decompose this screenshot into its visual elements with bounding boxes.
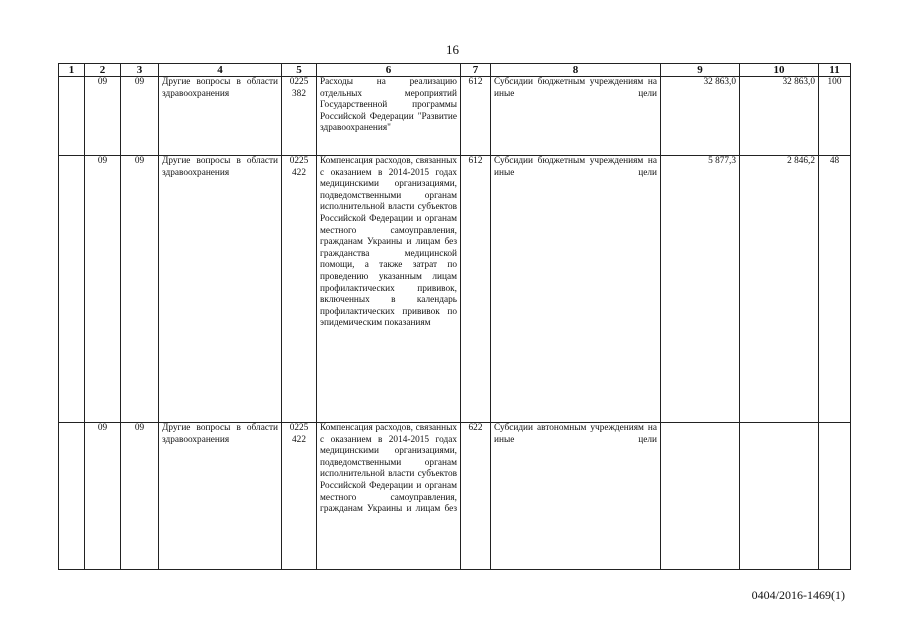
cell-target-code: 0225 422 — [282, 423, 317, 570]
cell-percent: 100 — [819, 77, 851, 156]
cell-section: 09 — [85, 156, 121, 423]
cell-section: 09 — [85, 423, 121, 570]
cell-actual-amount — [740, 423, 819, 570]
cell-subsection: 09 — [121, 156, 159, 423]
column-header-4: 4 — [159, 64, 282, 77]
column-header-11: 11 — [819, 64, 851, 77]
cell-planned-amount — [661, 423, 740, 570]
column-header-8: 8 — [491, 64, 661, 77]
page-number: 16 — [446, 42, 459, 57]
cell-target-code: 0225 382 — [282, 77, 317, 156]
cell-percent — [819, 423, 851, 570]
cell-col1 — [59, 77, 85, 156]
cell-target-name: Компенсация расходов, связанных с оказанием в 2014-2015 годах медицинскими организациями, подведомственными органам исполнительной власти субъектов Российской Федерации и органам местного самоуправления, гражданам Украины и лицам без — [317, 423, 461, 570]
cell-section-name: Другие вопросы в области здравоохранения — [159, 77, 282, 156]
column-header-6: 6 — [317, 64, 461, 77]
cell-col1 — [59, 423, 85, 570]
cell-expense-name: Субсидии бюджетным учреждениям на иные цели — [491, 77, 661, 156]
cell-actual-amount: 2 846,2 — [740, 156, 819, 423]
document-code: 0404/2016-1469(1) — [751, 588, 845, 602]
table-header-row — [59, 64, 851, 77]
cell-expense-name: Субсидии автономным учреждениям на иные цели — [491, 423, 661, 570]
budget-table — [58, 63, 851, 570]
cell-section-name: Другие вопросы в области здравоохранения — [159, 156, 282, 423]
column-header-7: 7 — [461, 64, 491, 77]
column-header-3: 3 — [121, 64, 159, 77]
cell-expense-type: 612 — [461, 77, 491, 156]
column-header-9: 9 — [661, 64, 740, 77]
table-row — [59, 423, 851, 570]
cell-subsection: 09 — [121, 423, 159, 570]
cell-planned-amount: 5 877,3 — [661, 156, 740, 423]
cell-section-name: Другие вопросы в области здравоохранения — [159, 423, 282, 570]
cell-percent: 48 — [819, 156, 851, 423]
cell-expense-type: 612 — [461, 156, 491, 423]
cell-section: 09 — [85, 77, 121, 156]
cell-subsection: 09 — [121, 77, 159, 156]
cell-expense-type: 622 — [461, 423, 491, 570]
table-row — [59, 77, 851, 156]
column-header-5: 5 — [282, 64, 317, 77]
cell-expense-name: Субсидии бюджетным учреждениям на иные цели — [491, 156, 661, 423]
cell-col1 — [59, 156, 85, 423]
cell-target-name: Расходы на реализацию отдельных мероприятий Государственной программы Российской Федерации "Развитие здравоохранения" — [317, 77, 461, 156]
cell-target-name: Компенсация расходов, связанных с оказанием в 2014-2015 годах медицинскими организациями, подведомственными органам исполнительной власти субъектов Российской Федерации и органам местного самоуправления, гражданам Украины и лицам без гражданства медицинской помощи, а также затрат по проведению указанным лицам профилактических прививок, включенных в календарь профилактических прививок по эпидемическим показаниям — [317, 156, 461, 423]
column-header-1: 1 — [59, 64, 85, 77]
table-row — [59, 156, 851, 423]
column-header-2: 2 — [85, 64, 121, 77]
cell-target-code: 0225 422 — [282, 156, 317, 423]
cell-planned-amount: 32 863,0 — [661, 77, 740, 156]
column-header-10: 10 — [740, 64, 819, 77]
cell-actual-amount: 32 863,0 — [740, 77, 819, 156]
